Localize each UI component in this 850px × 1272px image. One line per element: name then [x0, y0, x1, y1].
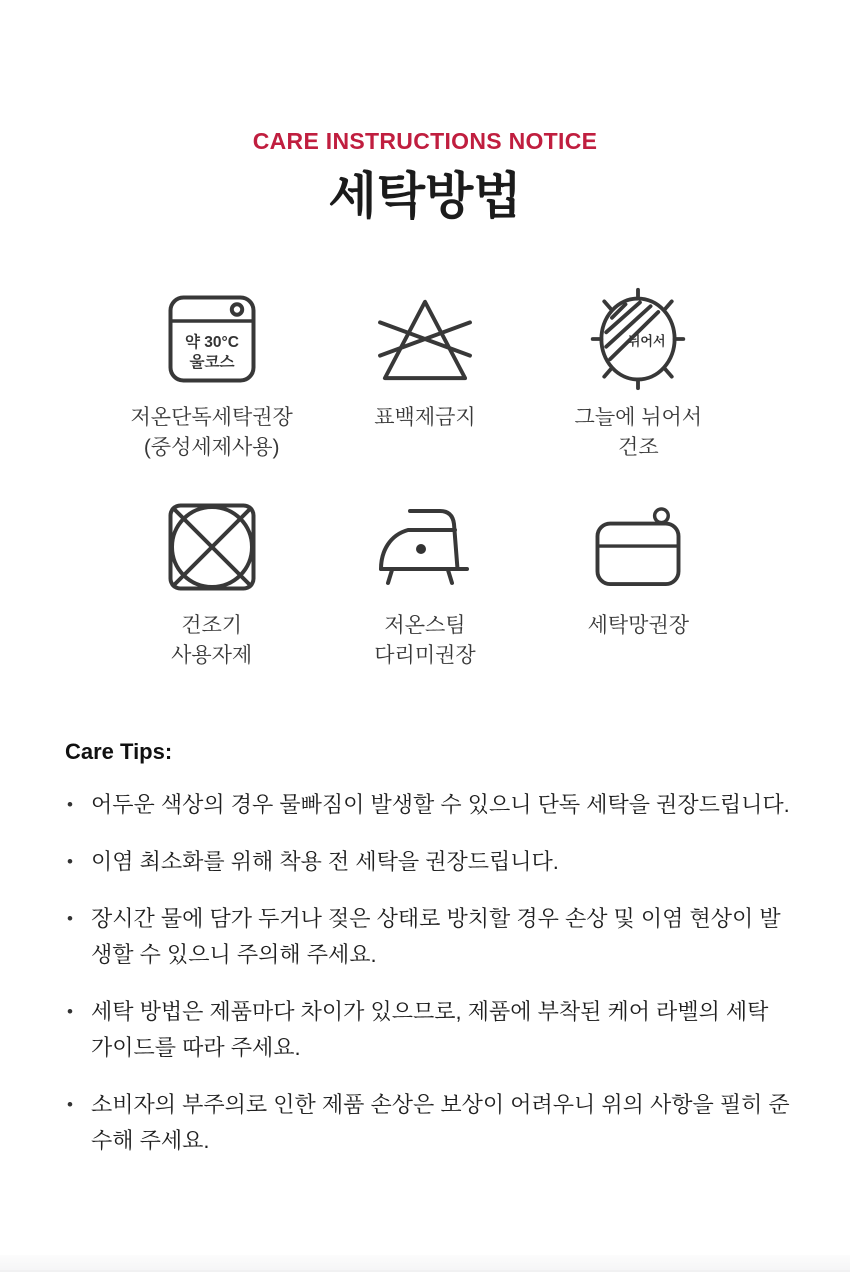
- care-item-no-bleach: [318, 283, 531, 463]
- care-item-label: 그늘에 뉘어서 건조: [574, 406, 703, 459]
- care-item-label: 건조기 사용자제: [171, 614, 253, 667]
- tip-text: 소비자의 부주의로 인한 제품 손상은 보상이 어려우니 위의 사항을 필히 준수해 주세요.: [91, 1092, 790, 1153]
- tip-text: 세탁 방법은 제품마다 차이가 있으므로, 제품에 부착된 케어 라벨의 세탁 가이드를 따라 주세요.: [91, 999, 769, 1060]
- no-bleach-icon: [318, 283, 531, 395]
- low-steam-iron-icon: [318, 491, 531, 603]
- care-icon-grid: [105, 283, 745, 671]
- care-tips-section: [65, 737, 790, 1159]
- tip-text: 이염 최소화를 위해 착용 전 세탁을 권장드립니다.: [91, 849, 559, 874]
- bullet-icon: •: [67, 795, 73, 814]
- wash-temp-text: 약 30°C: [184, 334, 239, 351]
- bullet-icon: •: [67, 909, 73, 928]
- care-item-label: 저온스팀 다리미권장: [374, 614, 476, 667]
- care-item-label: 표백제금지: [374, 406, 476, 429]
- care-item-laundry-net: [532, 491, 745, 671]
- no-tumble-dry-icon: [105, 491, 318, 603]
- care-tip-item: [65, 787, 790, 823]
- care-tip-item: [65, 1087, 790, 1159]
- care-tip-item: [65, 844, 790, 880]
- care-tip-item: [65, 901, 790, 973]
- bullet-icon: •: [67, 1095, 73, 1114]
- notice-eyebrow: CARE INSTRUCTIONS NOTICE: [252, 128, 598, 154]
- care-item-no-tumble-dry: [105, 491, 318, 671]
- care-tips-list: [65, 787, 790, 1159]
- page-title: 세탁방법: [328, 168, 522, 224]
- care-tips-heading: Care Tips:: [65, 739, 173, 764]
- laundry-net-icon: [532, 491, 745, 603]
- wash-cycle-text: 울코스: [189, 354, 235, 371]
- care-item-label: 세탁망권장: [587, 614, 690, 637]
- section-divider: [0, 1255, 850, 1272]
- care-item-label: 저온단독세탁권장 (중성세제사용): [130, 406, 293, 459]
- header: [0, 128, 850, 225]
- bullet-icon: •: [67, 1002, 73, 1021]
- care-item-iron: [318, 491, 531, 671]
- wash-30-wool-cycle-icon: [105, 283, 318, 395]
- care-item-wash: [105, 283, 318, 463]
- care-item-shade-dry: [532, 283, 745, 463]
- tip-text: 장시간 물에 담가 두거나 젖은 상태로 방치할 경우 손상 및 이염 현상이 발생할 수 있으니 주의해 주세요.: [91, 906, 781, 967]
- tip-text: 어두운 색상의 경우 물빠짐이 발생할 수 있으니 단독 세탁을 권장드립니다.: [91, 792, 790, 817]
- bullet-icon: •: [67, 852, 73, 871]
- shade-dry-text: 뉘어서: [628, 333, 666, 349]
- dry-flat-in-shade-icon: [532, 283, 745, 395]
- care-tip-item: [65, 994, 790, 1066]
